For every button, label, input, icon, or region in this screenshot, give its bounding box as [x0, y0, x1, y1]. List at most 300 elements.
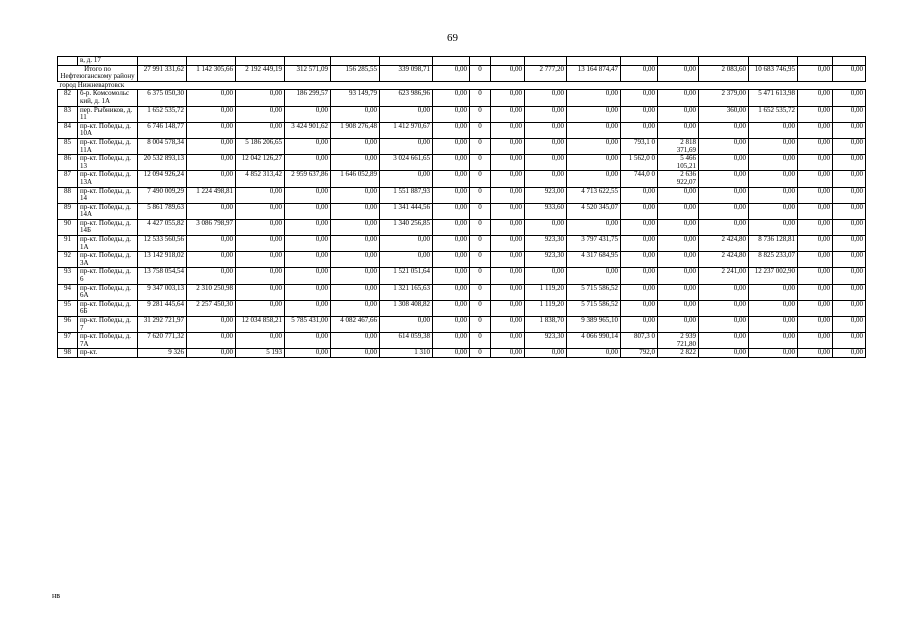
address-cell: пр-кт. Победы, д. 14А: [78, 203, 138, 219]
value-cell: 0,00: [380, 138, 433, 154]
value-cell: 0,00: [621, 317, 658, 333]
address-cell: пр-кт. Победы, д. 13А: [78, 171, 138, 187]
value-cell: 0,00: [433, 333, 470, 349]
value-cell: 4 427 055,82: [138, 219, 187, 235]
value-cell: 0,00: [798, 122, 833, 138]
value-cell: 13 142 918,02: [138, 252, 187, 268]
value-cell: 0,00: [285, 236, 331, 252]
value-cell: 0,00: [285, 219, 331, 235]
value-cell: 0,00: [749, 203, 798, 219]
value-cell: 0,00: [798, 219, 833, 235]
value-cell: 0,00: [187, 90, 236, 106]
value-cell: 0,00: [567, 349, 621, 358]
value-cell: 0,00: [331, 187, 380, 203]
value-cell: 0,00: [798, 65, 833, 81]
value-cell: 0: [470, 219, 491, 235]
value-cell: 0,00: [798, 106, 833, 122]
value-cell: 0,00: [833, 122, 866, 138]
value-cell: 5 785 431,00: [285, 317, 331, 333]
value-cell: 0,00: [491, 236, 525, 252]
value-cell: 0,00: [236, 203, 285, 219]
value-cell: 4 713 622,55: [567, 187, 621, 203]
value-cell: 1 551 887,93: [380, 187, 433, 203]
value-cell: 0,00: [525, 155, 567, 171]
value-cell: 0,00: [658, 90, 699, 106]
value-cell: 312 571,09: [285, 65, 331, 81]
value-cell: 0,00: [798, 90, 833, 106]
value-cell: 614 059,38: [380, 333, 433, 349]
value-cell: 2 636 922,07: [658, 171, 699, 187]
value-cell: 0: [470, 333, 491, 349]
value-cell: 0,00: [433, 284, 470, 300]
value-cell: 0,00: [798, 284, 833, 300]
value-cell: 0,00: [285, 284, 331, 300]
value-cell: 0,00: [699, 219, 749, 235]
value-cell: 0,00: [833, 187, 866, 203]
value-cell: 0,00: [833, 252, 866, 268]
value-cell: 0,00: [621, 106, 658, 122]
value-cell: 0,00: [285, 155, 331, 171]
value-cell: 0,00: [525, 171, 567, 187]
value-cell: 1 562,0 0: [621, 155, 658, 171]
value-cell: 2 192 449,19: [236, 65, 285, 81]
table-row: [58, 90, 866, 106]
value-cell: 0,00: [433, 155, 470, 171]
value-cell: 0,00: [331, 333, 380, 349]
value-cell: 2 083,60: [699, 65, 749, 81]
value-cell: 0,00: [833, 317, 866, 333]
value-cell: 6 746 148,77: [138, 122, 187, 138]
value-cell: 0,00: [833, 219, 866, 235]
value-cell: 923,30: [525, 252, 567, 268]
value-cell: 0,00: [331, 203, 380, 219]
value-cell: 0,00: [798, 252, 833, 268]
value-cell: 0,00: [491, 300, 525, 316]
value-cell: 0,00: [658, 219, 699, 235]
value-cell: 27 991 331,62: [138, 65, 187, 81]
value-cell: 9 326: [138, 349, 187, 358]
value-cell: 0,00: [833, 268, 866, 284]
row-number: 91: [58, 236, 78, 252]
value-cell: 20 532 893,13: [138, 155, 187, 171]
value-cell: 0,00: [491, 317, 525, 333]
value-cell: 0,00: [285, 138, 331, 154]
row-number: 83: [58, 106, 78, 122]
value-cell: 0: [470, 317, 491, 333]
value-cell: 744,0 0: [621, 171, 658, 187]
row-number: 82: [58, 90, 78, 106]
value-cell: 0,00: [491, 268, 525, 284]
value-cell: 0,00: [658, 122, 699, 138]
table-row: [58, 284, 866, 300]
value-cell: 0,00: [187, 333, 236, 349]
value-cell: 0,00: [798, 236, 833, 252]
value-cell: 0,00: [525, 219, 567, 235]
value-cell: 0,00: [658, 300, 699, 316]
value-cell: 0,00: [491, 122, 525, 138]
value-cell: 0,00: [187, 122, 236, 138]
value-cell: 186 299,57: [285, 90, 331, 106]
value-cell: 0,00: [567, 138, 621, 154]
value-cell: 0,00: [749, 300, 798, 316]
value-cell: 31 292 721,97: [138, 317, 187, 333]
value-cell: 9 281 445,64: [138, 300, 187, 316]
value-cell: 0,00: [331, 252, 380, 268]
value-cell: 0,00: [236, 300, 285, 316]
value-cell: 0,00: [433, 349, 470, 358]
value-cell: 12 094 926,24: [138, 171, 187, 187]
value-cell: 0,00: [621, 300, 658, 316]
data-table: [57, 56, 866, 358]
value-cell: 1 838,70: [525, 317, 567, 333]
value-cell: 623 986,96: [380, 90, 433, 106]
value-cell: 0,00: [236, 122, 285, 138]
address-cell: пр-кт. Победы, д. 6Б: [78, 300, 138, 316]
address-cell: пр-кт. Победы, д. 1А: [78, 236, 138, 252]
value-cell: 0,00: [621, 236, 658, 252]
value-cell: 0: [470, 252, 491, 268]
value-cell: 8 736 128,81: [749, 236, 798, 252]
value-cell: 0: [470, 349, 491, 358]
value-cell: 0,00: [331, 284, 380, 300]
row-number: 96: [58, 317, 78, 333]
value-cell: 0,00: [749, 284, 798, 300]
value-cell: 923,00: [525, 187, 567, 203]
value-cell: 0,00: [236, 268, 285, 284]
value-cell: 0,00: [658, 65, 699, 81]
table-row: [58, 187, 866, 203]
value-cell: 0,00: [236, 187, 285, 203]
value-cell: 0,00: [798, 138, 833, 154]
value-cell: 0,00: [833, 106, 866, 122]
value-cell: 339 098,71: [380, 65, 433, 81]
value-cell: 0,00: [331, 219, 380, 235]
value-cell: 5 861 789,63: [138, 203, 187, 219]
value-cell: 0,00: [187, 317, 236, 333]
value-cell: 0: [470, 284, 491, 300]
value-cell: 0: [470, 106, 491, 122]
value-cell: 0,00: [491, 349, 525, 358]
value-cell: 0,00: [236, 333, 285, 349]
value-cell: 0,00: [699, 155, 749, 171]
value-cell: 360,00: [699, 106, 749, 122]
table-row: [58, 171, 866, 187]
value-cell: 0,00: [621, 203, 658, 219]
value-cell: 0,00: [658, 284, 699, 300]
value-cell: 0,00: [699, 138, 749, 154]
value-cell: 2 257 450,30: [187, 300, 236, 316]
value-cell: 0,00: [798, 300, 833, 316]
value-cell: 0,00: [567, 171, 621, 187]
value-cell: 807,3 0: [621, 333, 658, 349]
value-cell: 0,00: [798, 155, 833, 171]
value-cell: 6 375 050,30: [138, 90, 187, 106]
value-cell: 0,00: [699, 349, 749, 358]
table-row: [58, 122, 866, 138]
value-cell: 0,00: [433, 219, 470, 235]
value-cell: 0,00: [331, 300, 380, 316]
value-cell: 0,00: [491, 252, 525, 268]
value-cell: 0,00: [798, 317, 833, 333]
address-cell: пр-кт. Победы, д. 6А: [78, 284, 138, 300]
page-number: 69: [447, 32, 458, 44]
value-cell: 0,00: [658, 106, 699, 122]
value-cell: 0,00: [621, 219, 658, 235]
value-cell: 0,00: [658, 317, 699, 333]
value-cell: 0,00: [699, 203, 749, 219]
value-cell: 0,00: [491, 155, 525, 171]
value-cell: 12 034 858,21: [236, 317, 285, 333]
value-cell: 0,00: [621, 284, 658, 300]
value-cell: 0,00: [621, 122, 658, 138]
value-cell: 1 308 408,82: [380, 300, 433, 316]
value-cell: 0,00: [658, 268, 699, 284]
value-cell: 0,00: [187, 155, 236, 171]
value-cell: 0,00: [525, 268, 567, 284]
table-row: [58, 57, 866, 66]
value-cell: 2 241,00: [699, 268, 749, 284]
value-cell: 0,00: [833, 203, 866, 219]
value-cell: 0: [470, 236, 491, 252]
value-cell: 1 652 535,72: [749, 106, 798, 122]
value-cell: 0,00: [331, 106, 380, 122]
value-cell: 0,00: [491, 65, 525, 81]
value-cell: 0,00: [525, 138, 567, 154]
table-row: [58, 268, 866, 284]
value-cell: 7 490 009,29: [138, 187, 187, 203]
value-cell: 9 347 003,13: [138, 284, 187, 300]
value-cell: 933,60: [525, 203, 567, 219]
value-cell: 4 852 313,42: [236, 171, 285, 187]
value-cell: 13 164 874,47: [567, 65, 621, 81]
value-cell: 0,00: [833, 138, 866, 154]
value-cell: 1 142 305,66: [187, 65, 236, 81]
value-cell: 2 959 637,86: [285, 171, 331, 187]
value-cell: 0,00: [236, 284, 285, 300]
value-cell: 5 193: [236, 349, 285, 358]
table-row: [58, 300, 866, 316]
city-row: [58, 81, 866, 90]
address-cell: пр-кт. Победы, д. 13: [78, 155, 138, 171]
value-cell: 0,00: [285, 187, 331, 203]
value-cell: 0,00: [285, 106, 331, 122]
value-cell: 0,00: [567, 155, 621, 171]
value-cell: 0,00: [798, 171, 833, 187]
row-number: 94: [58, 284, 78, 300]
value-cell: 12 042 126,27: [236, 155, 285, 171]
value-cell: 5 715 586,52: [567, 284, 621, 300]
value-cell: 0,00: [833, 65, 866, 81]
value-cell: 0,00: [285, 349, 331, 358]
row-number: 97: [58, 333, 78, 349]
value-cell: 2 310 250,98: [187, 284, 236, 300]
value-cell: 0,00: [491, 187, 525, 203]
table-row: [58, 333, 866, 349]
value-cell: 0,00: [433, 268, 470, 284]
value-cell: 9 389 965,10: [567, 317, 621, 333]
value-cell: 1 412 970,67: [380, 122, 433, 138]
value-cell: 0,00: [433, 65, 470, 81]
value-cell: 0,00: [285, 300, 331, 316]
value-cell: 1 321 165,63: [380, 284, 433, 300]
value-cell: 0,00: [833, 236, 866, 252]
value-cell: 2 424,80: [699, 236, 749, 252]
value-cell: 0,00: [187, 138, 236, 154]
value-cell: 0,00: [621, 90, 658, 106]
value-cell: 2 777,20: [525, 65, 567, 81]
value-cell: 1 652 535,72: [138, 106, 187, 122]
value-cell: 4 317 684,95: [567, 252, 621, 268]
value-cell: 0,00: [833, 90, 866, 106]
value-cell: 0,00: [621, 252, 658, 268]
value-cell: 2 379,00: [699, 90, 749, 106]
value-cell: 0: [470, 65, 491, 81]
table-row: [58, 236, 866, 252]
value-cell: 0,00: [433, 122, 470, 138]
value-cell: 1 646 052,89: [331, 171, 380, 187]
value-cell: 0,00: [331, 155, 380, 171]
value-cell: 0,00: [433, 317, 470, 333]
value-cell: 8 825 233,07: [749, 252, 798, 268]
address-cell: пр-кт. Победы, д. 7А: [78, 333, 138, 349]
address-cell: в, д. 17: [78, 57, 138, 66]
value-cell: 2 424,80: [699, 252, 749, 268]
value-cell: 4 082 467,66: [331, 317, 380, 333]
value-cell: 0,00: [380, 252, 433, 268]
value-cell: 923,30: [525, 333, 567, 349]
value-cell: 0,00: [749, 138, 798, 154]
value-cell: 1 340 256,85: [380, 219, 433, 235]
city-label: город Нижневартовск: [58, 81, 866, 90]
table-row: [58, 349, 866, 358]
address-cell: пр-кт. Победы, д. 10А: [78, 122, 138, 138]
value-cell: 93 149,79: [331, 90, 380, 106]
value-cell: 3 797 431,75: [567, 236, 621, 252]
total-label: Итого по Нефтеюганскому району: [58, 65, 138, 81]
value-cell: 0,00: [187, 349, 236, 358]
value-cell: 2 822: [658, 349, 699, 358]
value-cell: 0,00: [236, 90, 285, 106]
value-cell: 1 119,20: [525, 300, 567, 316]
value-cell: 0,00: [236, 219, 285, 235]
row-number: 86: [58, 155, 78, 171]
address-cell: пр-кт. Победы, д. 6: [78, 268, 138, 284]
value-cell: 0: [470, 155, 491, 171]
value-cell: 0,00: [567, 90, 621, 106]
value-cell: 0,00: [749, 317, 798, 333]
value-cell: 0,00: [433, 171, 470, 187]
value-cell: 0,00: [749, 349, 798, 358]
value-cell: 0,00: [187, 203, 236, 219]
value-cell: 0,00: [658, 187, 699, 203]
value-cell: 1 521 051,64: [380, 268, 433, 284]
value-cell: 0,00: [749, 333, 798, 349]
value-cell: 12 533 560,56: [138, 236, 187, 252]
value-cell: 0: [470, 268, 491, 284]
value-cell: 0,00: [331, 268, 380, 284]
value-cell: 4 066 990,14: [567, 333, 621, 349]
value-cell: 0,00: [621, 65, 658, 81]
value-cell: 1 224 498,81: [187, 187, 236, 203]
table-row: [58, 155, 866, 171]
value-cell: 5 471 613,98: [749, 90, 798, 106]
value-cell: 0,00: [833, 333, 866, 349]
value-cell: 4 520 345,07: [567, 203, 621, 219]
value-cell: 0,00: [699, 187, 749, 203]
table-row: [58, 106, 866, 122]
value-cell: 793,1 0: [621, 138, 658, 154]
value-cell: 0,00: [525, 122, 567, 138]
value-cell: 3 424 901,62: [285, 122, 331, 138]
value-cell: 0,00: [491, 90, 525, 106]
value-cell: 3 024 661,65: [380, 155, 433, 171]
value-cell: 0,00: [187, 171, 236, 187]
value-cell: 0,00: [525, 90, 567, 106]
value-cell: 0,00: [833, 300, 866, 316]
value-cell: 7 620 771,32: [138, 333, 187, 349]
table-row: [58, 317, 866, 333]
value-cell: 0,00: [285, 333, 331, 349]
value-cell: 0,00: [433, 187, 470, 203]
value-cell: 0,00: [567, 219, 621, 235]
value-cell: 0,00: [749, 219, 798, 235]
value-cell: 0,00: [833, 284, 866, 300]
value-cell: 0,00: [380, 171, 433, 187]
value-cell: 0,00: [491, 219, 525, 235]
row-number: 88: [58, 187, 78, 203]
value-cell: 8 004 578,34: [138, 138, 187, 154]
value-cell: 0,00: [621, 268, 658, 284]
value-cell: 0,00: [380, 236, 433, 252]
address-cell: пр-кт. Победы, д. 14: [78, 187, 138, 203]
row-number: 95: [58, 300, 78, 316]
value-cell: 0,00: [658, 203, 699, 219]
value-cell: 1 310: [380, 349, 433, 358]
value-cell: 0,00: [567, 106, 621, 122]
row-number: 84: [58, 122, 78, 138]
value-cell: 0,00: [699, 284, 749, 300]
value-cell: 0,00: [525, 349, 567, 358]
row-number: 87: [58, 171, 78, 187]
value-cell: 0,00: [380, 106, 433, 122]
value-cell: 5 186 206,65: [236, 138, 285, 154]
value-cell: 0,00: [285, 203, 331, 219]
value-cell: 0: [470, 300, 491, 316]
row-number: 89: [58, 203, 78, 219]
address-cell: пр-кт. Победы, д. 11А: [78, 138, 138, 154]
value-cell: 0,00: [285, 268, 331, 284]
value-cell: 0,00: [749, 171, 798, 187]
value-cell: 0,00: [491, 171, 525, 187]
address-cell: пр-кт. Победы, д. 14Б: [78, 219, 138, 235]
address-cell: пер. Рыбников, д. 11: [78, 106, 138, 122]
value-cell: 2 939 721,80: [658, 333, 699, 349]
value-cell: 0,00: [331, 349, 380, 358]
value-cell: 0,00: [749, 187, 798, 203]
value-cell: 0,00: [331, 138, 380, 154]
value-cell: 0,00: [621, 187, 658, 203]
value-cell: 13 758 054,54: [138, 268, 187, 284]
value-cell: 0,00: [567, 268, 621, 284]
value-cell: 3 086 798,97: [187, 219, 236, 235]
value-cell: 0,00: [699, 171, 749, 187]
value-cell: 0,00: [187, 236, 236, 252]
address-cell: б-р. Комсомольс кий, д. 1А: [78, 90, 138, 106]
value-cell: 0,00: [525, 106, 567, 122]
value-cell: 0,00: [433, 236, 470, 252]
value-cell: 12 237 002,90: [749, 268, 798, 284]
value-cell: 0,00: [187, 268, 236, 284]
